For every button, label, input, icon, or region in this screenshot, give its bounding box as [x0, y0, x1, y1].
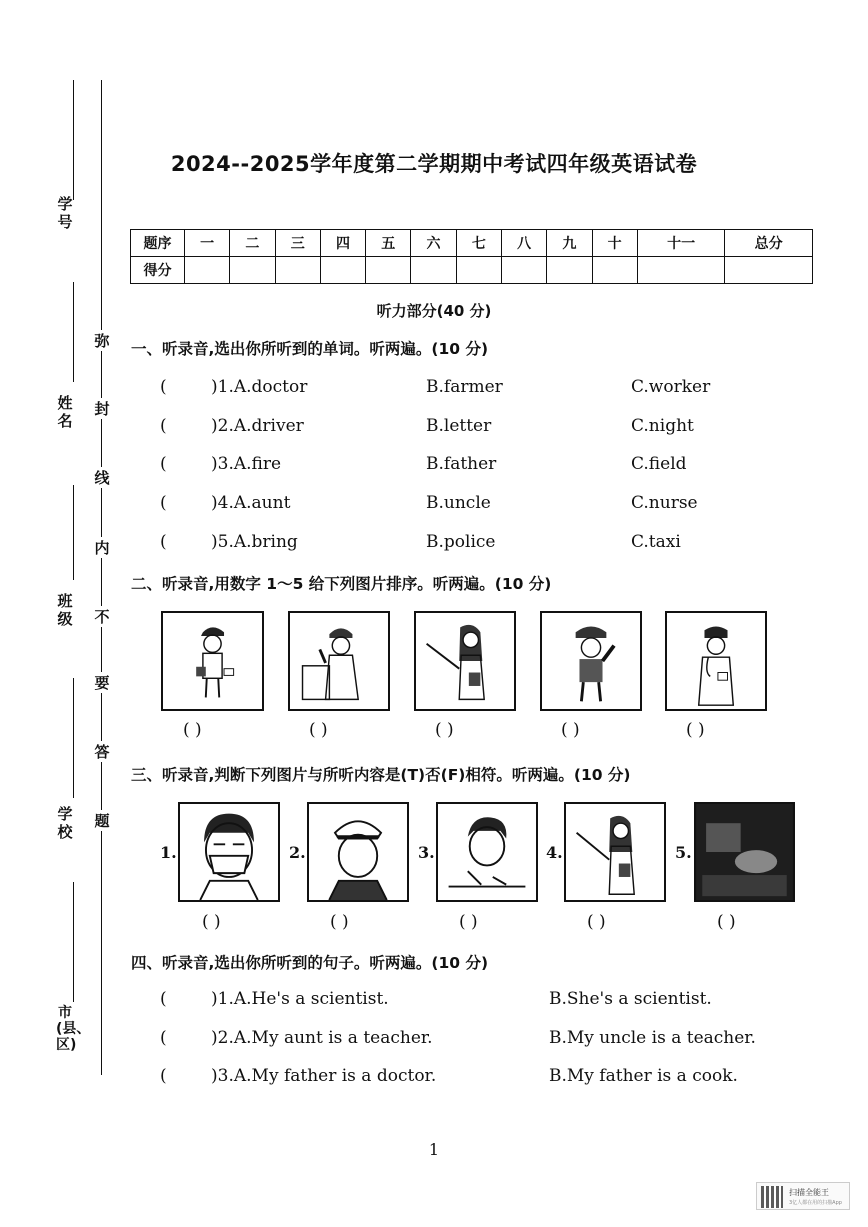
cook-photo-picture: [694, 802, 795, 902]
seal-char: 要: [92, 672, 112, 693]
answer-paren[interactable]: (: [160, 989, 167, 1009]
score-cell[interactable]: [275, 257, 320, 284]
teacher-picture: [564, 802, 666, 902]
page-title: 2024--2025学年度第二学期期中考试四年级英语试卷: [170, 152, 698, 176]
score-table-score-row: [131, 257, 813, 284]
seal-char: 线: [92, 467, 112, 488]
police-officer-picture: [540, 611, 642, 711]
section-4-title: 四、听录音,选出你所听到的句子。听两遍。(10 分): [131, 954, 489, 972]
answer-paren[interactable]: ( ): [330, 912, 349, 932]
listening-part-title: 听力部分(40 分): [376, 302, 492, 320]
picture-number: 3.: [418, 843, 435, 862]
answer-paren[interactable]: ( ): [686, 720, 705, 740]
side-line: [73, 80, 74, 200]
option-c: C.worker: [631, 377, 711, 397]
section-2-title: 二、听录音,用数字 1～5 给下列图片排序。听两遍。(10 分): [131, 575, 552, 593]
answer-paren[interactable]: ( ): [459, 912, 478, 932]
answer-paren[interactable]: ( ): [717, 912, 736, 932]
side-label-class: 班级: [57, 592, 73, 628]
section-3-title: 三、听录音,判断下列图片与所听内容是(T)否(F)相符。听两遍。(10 分): [131, 766, 631, 784]
postman-picture: [161, 611, 264, 711]
seal-char: 不: [92, 606, 112, 627]
option-a: )3.A.fire: [211, 454, 282, 474]
score-cell[interactable]: [185, 257, 230, 284]
score-cell[interactable]: [592, 257, 637, 284]
answer-paren[interactable]: (: [160, 416, 167, 436]
option-a: )2.A.driver: [211, 416, 304, 436]
table-cell: 七: [456, 230, 501, 257]
option-c: C.night: [631, 416, 694, 436]
seal-line: [101, 80, 102, 1075]
seal-char: 内: [92, 537, 112, 558]
table-cell: 十一: [637, 230, 725, 257]
doctor-with-mask-picture: [178, 802, 280, 902]
option-a: )3.A.My father is a doctor.: [211, 1066, 437, 1086]
score-cell[interactable]: [456, 257, 501, 284]
side-label-school: 学校: [57, 805, 73, 841]
scanner-watermark: [756, 1182, 850, 1210]
student-writing-picture: [436, 802, 538, 902]
table-cell: 二: [230, 230, 275, 257]
option-b: B.farmer: [426, 377, 503, 397]
answer-paren[interactable]: ( ): [561, 720, 580, 740]
picture-number: 1.: [160, 843, 177, 862]
seal-char: 答: [92, 741, 112, 762]
scientist-picture: [288, 611, 390, 711]
seal-char: 封: [92, 398, 112, 419]
side-label-city: 市(县、区): [56, 1005, 91, 1053]
table-cell: 五: [366, 230, 411, 257]
qr-code-icon: [761, 1186, 783, 1208]
option-b: B.father: [426, 454, 497, 474]
doctor-picture: [665, 611, 767, 711]
seal-char: 题: [92, 810, 112, 831]
answer-paren[interactable]: ( ): [309, 720, 328, 740]
side-line: [73, 282, 74, 382]
teacher-picture: [414, 611, 516, 711]
picture-number: 2.: [289, 843, 306, 862]
option-b: B.letter: [426, 416, 492, 436]
page-number: 1: [428, 1140, 440, 1159]
picture-number: 4.: [546, 843, 563, 862]
score-table: [130, 229, 813, 284]
table-cell: 题序: [131, 230, 185, 257]
score-cell[interactable]: [501, 257, 546, 284]
option-b: B.uncle: [426, 493, 491, 513]
answer-paren[interactable]: ( ): [183, 720, 202, 740]
option-b: B.She's a scientist.: [549, 989, 712, 1009]
option-c: C.taxi: [631, 532, 681, 552]
option-a: )4.A.aunt: [211, 493, 291, 513]
section-1-title: 一、听录音,选出你所听到的单词。听两遍。(10 分): [131, 340, 489, 358]
picture-number: 5.: [675, 843, 692, 862]
table-cell: 六: [411, 230, 456, 257]
side-line: [73, 485, 74, 580]
option-c: C.field: [631, 454, 687, 474]
answer-paren[interactable]: ( ): [587, 912, 606, 932]
table-cell: 四: [320, 230, 365, 257]
score-cell[interactable]: [725, 257, 813, 284]
score-cell[interactable]: [230, 257, 275, 284]
score-table-header-row: [131, 230, 813, 257]
score-cell[interactable]: [320, 257, 365, 284]
answer-paren[interactable]: (: [160, 454, 167, 474]
score-cell[interactable]: [366, 257, 411, 284]
table-cell: 总分: [725, 230, 813, 257]
option-a: )2.A.My aunt is a teacher.: [211, 1028, 433, 1048]
watermark-subtext: 3亿人都在用的扫描App: [789, 1200, 842, 1206]
option-a: )1.A.He's a scientist.: [211, 989, 389, 1009]
option-b: B.police: [426, 532, 496, 552]
option-b: B.My uncle is a teacher.: [549, 1028, 756, 1048]
table-cell: 十: [592, 230, 637, 257]
side-line: [73, 882, 74, 1002]
answer-paren[interactable]: ( ): [435, 720, 454, 740]
table-cell: 八: [501, 230, 546, 257]
table-cell: 三: [275, 230, 320, 257]
table-cell: 九: [547, 230, 592, 257]
side-line: [73, 678, 74, 798]
option-b: B.My father is a cook.: [549, 1066, 738, 1086]
answer-paren[interactable]: (: [160, 532, 167, 552]
score-cell[interactable]: [411, 257, 456, 284]
answer-paren[interactable]: (: [160, 493, 167, 513]
table-cell: 一: [185, 230, 230, 257]
police-officer-picture: [307, 802, 409, 902]
answer-paren[interactable]: (: [160, 1066, 167, 1086]
side-label-student-id: 学号: [57, 195, 73, 231]
side-label-name: 姓名: [57, 394, 73, 430]
option-a: )1.A.doctor: [211, 377, 308, 397]
table-cell: 得分: [131, 257, 185, 284]
answer-paren[interactable]: (: [160, 377, 167, 397]
answer-paren[interactable]: ( ): [202, 912, 221, 932]
option-c: C.nurse: [631, 493, 698, 513]
score-cell[interactable]: [547, 257, 592, 284]
watermark-text: 扫描全能王: [789, 1188, 829, 1197]
answer-paren[interactable]: (: [160, 1028, 167, 1048]
seal-char: 弥: [92, 330, 112, 351]
option-a: )5.A.bring: [211, 532, 298, 552]
score-cell[interactable]: [637, 257, 725, 284]
